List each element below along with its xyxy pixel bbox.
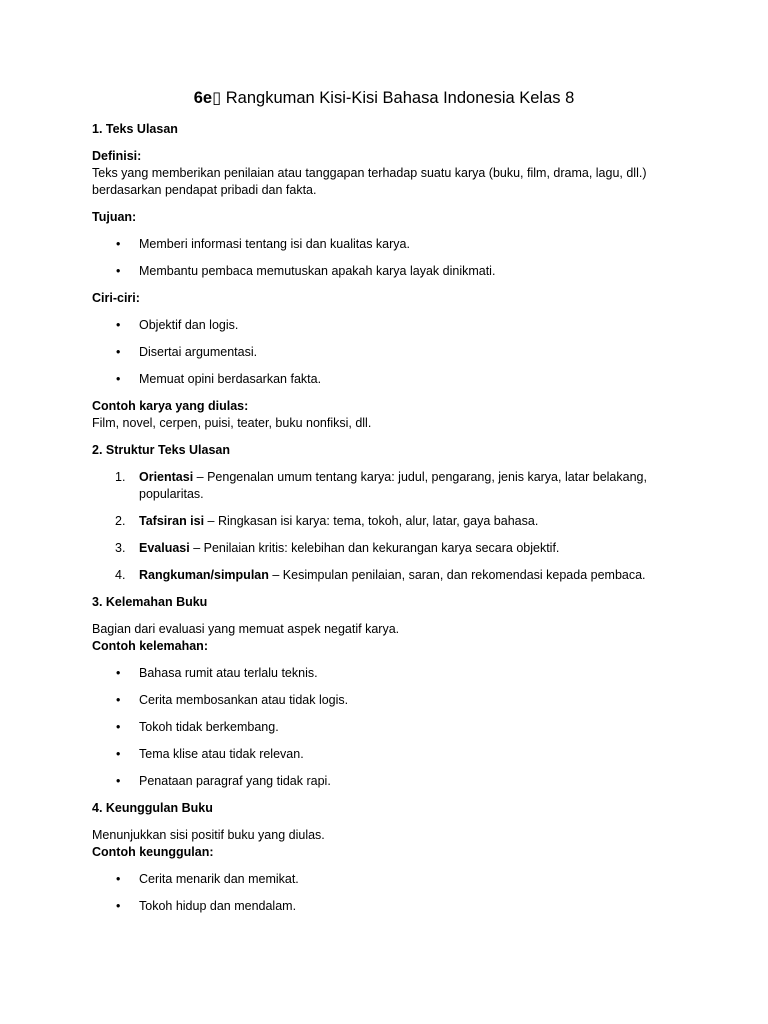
list-item-text: Tokoh tidak berkembang. bbox=[139, 720, 279, 734]
definisi-paragraph bbox=[92, 148, 676, 199]
list-item bbox=[116, 371, 676, 388]
list-item bbox=[116, 746, 676, 763]
struktur-desc: – Kesimpulan penilaian, saran, dan rekomendasi kepada pembaca. bbox=[268, 568, 646, 582]
bullet-icon: • bbox=[116, 747, 121, 761]
section-heading-struktur: 2. Struktur Teks Ulasan bbox=[92, 443, 231, 457]
bullet-icon: • bbox=[116, 693, 121, 707]
list-item-text: Membantu pembaca memutuskan apakah karya layak dinikmati. bbox=[139, 264, 496, 278]
list-number: 1. bbox=[115, 470, 126, 484]
tujuan-label: Tujuan: bbox=[92, 210, 137, 224]
list-item-text: Tokoh hidup dan mendalam. bbox=[139, 899, 297, 913]
kelemahan-paragraph bbox=[92, 621, 676, 655]
keunggulan-paragraph bbox=[92, 827, 676, 861]
list-item bbox=[116, 236, 676, 253]
bullet-icon: • bbox=[116, 872, 121, 886]
bullet-icon: • bbox=[116, 899, 121, 913]
keunggulan-list bbox=[92, 871, 676, 915]
bullet-icon: • bbox=[116, 774, 121, 788]
list-item-text: Tema klise atau tidak relevan. bbox=[139, 747, 304, 761]
kelemahan-contoh-label: Contoh kelemahan: bbox=[92, 639, 208, 653]
bullet-icon: • bbox=[116, 372, 121, 386]
struktur-desc: – Ringkasan isi karya: tema, tokoh, alur, latar, gaya bahasa. bbox=[204, 514, 539, 528]
bullet-icon: • bbox=[116, 720, 121, 734]
list-item-text: Memberi informasi tentang isi dan kualitas karya. bbox=[139, 237, 410, 251]
bullet-icon: • bbox=[116, 318, 121, 332]
keunggulan-contoh-label: Contoh keunggulan: bbox=[92, 845, 214, 859]
list-number: 2. bbox=[115, 514, 126, 528]
tujuan-list bbox=[92, 236, 676, 280]
struktur-term: Evaluasi bbox=[139, 541, 190, 555]
list-item-text: Memuat opini berdasarkan fakta. bbox=[139, 372, 322, 386]
list-item-text: Penataan paragraf yang tidak rapi. bbox=[139, 774, 331, 788]
list-item-text: Cerita menarik dan memikat. bbox=[139, 872, 299, 886]
struktur-term: Orientasi bbox=[139, 470, 194, 484]
kelemahan-intro: Bagian dari evaluasi yang memuat aspek negatif karya. bbox=[92, 622, 400, 636]
list-item bbox=[116, 719, 676, 736]
list-item bbox=[116, 898, 676, 915]
bullet-icon: • bbox=[116, 345, 121, 359]
struktur-term: Rangkuman/simpulan bbox=[139, 568, 269, 582]
struktur-list bbox=[92, 469, 676, 584]
list-item-text: Bahasa rumit atau terlalu teknis. bbox=[139, 666, 318, 680]
struktur-term: Tafsiran isi bbox=[139, 514, 205, 528]
list-item bbox=[116, 665, 676, 682]
list-item bbox=[116, 871, 676, 888]
keunggulan-intro: Menunjukkan sisi positif buku yang diulas. bbox=[92, 828, 325, 842]
list-item bbox=[116, 773, 676, 790]
ciri-label: Ciri-ciri: bbox=[92, 291, 140, 305]
bullet-icon: • bbox=[116, 264, 121, 278]
section-heading-kelemahan: 3. Kelemahan Buku bbox=[92, 595, 208, 609]
title-text: Rangkuman Kisi-Kisi Bahasa Indonesia Kelas 8 bbox=[225, 89, 575, 107]
list-item bbox=[115, 567, 676, 584]
list-item bbox=[116, 317, 676, 334]
list-item bbox=[115, 540, 676, 557]
bullet-icon: • bbox=[116, 666, 121, 680]
bullet-icon: • bbox=[116, 237, 121, 251]
contoh-karya-paragraph bbox=[92, 398, 676, 432]
list-item bbox=[116, 692, 676, 709]
contoh-karya-text: Film, novel, cerpen, puisi, teater, buku nonfiksi, dll. bbox=[92, 416, 372, 430]
definisi-label: Definisi: bbox=[92, 149, 142, 163]
list-item-text: Disertai argumentasi. bbox=[139, 345, 258, 359]
list-item bbox=[116, 263, 676, 280]
struktur-desc: – Pengenalan umum tentang karya: judul, pengarang, jenis karya, latar belakang, popularitas. bbox=[139, 470, 647, 501]
section-heading-keunggulan: 4. Keunggulan Buku bbox=[92, 801, 213, 815]
section-heading-teks-ulasan: 1. Teks Ulasan bbox=[92, 122, 178, 136]
list-number: 3. bbox=[115, 541, 126, 555]
ciri-list bbox=[92, 317, 676, 388]
page-title bbox=[92, 87, 676, 109]
list-item bbox=[116, 344, 676, 361]
struktur-desc: – Penilaian kritis: kelebihan dan kekurangan karya secara objektif. bbox=[189, 541, 560, 555]
kelemahan-list bbox=[92, 665, 676, 790]
contoh-karya-label: Contoh karya yang diulas: bbox=[92, 399, 249, 413]
list-item-text: Objektif dan logis. bbox=[139, 318, 239, 332]
title-prefix: 6e bbox=[193, 89, 213, 107]
list-number: 4. bbox=[115, 568, 126, 582]
list-item bbox=[115, 513, 676, 530]
list-item-text: Cerita membosankan atau tidak logis. bbox=[139, 693, 349, 707]
list-item bbox=[115, 469, 676, 503]
title-missing-glyph: ▯ bbox=[212, 89, 222, 107]
definisi-text: Teks yang memberikan penilaian atau tanggapan terhadap suatu karya (buku, film, drama, lagu, dll.) berdasarkan pendapat pribadi dan fakta. bbox=[92, 166, 647, 197]
